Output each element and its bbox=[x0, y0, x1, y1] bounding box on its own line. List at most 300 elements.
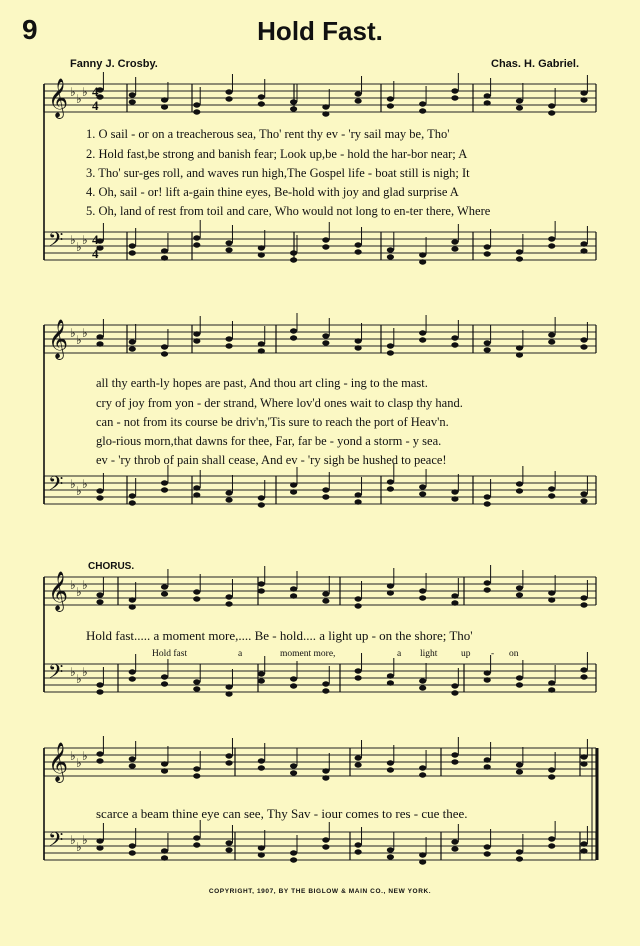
note-head bbox=[129, 763, 136, 768]
note-head bbox=[193, 835, 200, 840]
note-head bbox=[161, 674, 168, 679]
note-head bbox=[548, 486, 555, 491]
note-head bbox=[225, 594, 232, 599]
note-head bbox=[580, 754, 587, 759]
note-head bbox=[96, 845, 103, 850]
note-head bbox=[322, 244, 329, 249]
note-head bbox=[322, 837, 329, 842]
note-head bbox=[548, 339, 555, 344]
note-head bbox=[355, 492, 362, 497]
verse4-line2: glo-rious morn,that dawns for thee, Far, far be - yond a storm - y sea. bbox=[96, 434, 442, 448]
note-head bbox=[387, 350, 394, 355]
note-head bbox=[419, 484, 426, 489]
note-head bbox=[580, 241, 587, 246]
note-head bbox=[548, 774, 555, 779]
note-head bbox=[193, 242, 200, 247]
note-head bbox=[419, 678, 426, 683]
note-head bbox=[516, 769, 523, 774]
note-head bbox=[516, 585, 523, 590]
note-head bbox=[161, 344, 168, 349]
note-head bbox=[451, 489, 458, 494]
note-head bbox=[322, 487, 329, 492]
flat-sign: ♭ bbox=[76, 672, 82, 686]
note-head bbox=[96, 495, 103, 500]
note-head bbox=[516, 488, 523, 493]
note-head bbox=[322, 844, 329, 849]
note-head bbox=[129, 597, 136, 602]
note-head bbox=[419, 859, 426, 864]
note-head bbox=[516, 345, 523, 350]
note-head bbox=[419, 595, 426, 600]
note-head bbox=[290, 586, 297, 591]
note-head bbox=[387, 767, 394, 772]
flat-sign: ♭ bbox=[76, 840, 82, 854]
flat-sign: ♭ bbox=[82, 833, 88, 847]
note-head bbox=[193, 842, 200, 847]
note-head bbox=[580, 90, 587, 95]
note-head bbox=[193, 109, 200, 114]
flat-sign: ♭ bbox=[70, 477, 76, 491]
note-head bbox=[129, 850, 136, 855]
flat-sign: ♭ bbox=[76, 92, 82, 106]
note-head bbox=[161, 768, 168, 773]
treble-clef: 𝄞 bbox=[48, 742, 69, 782]
note-head bbox=[484, 501, 491, 506]
note-head bbox=[96, 758, 103, 763]
note-head bbox=[290, 676, 297, 681]
note-head bbox=[290, 335, 297, 340]
note-head bbox=[161, 584, 168, 589]
note-head bbox=[516, 675, 523, 680]
note-head bbox=[419, 330, 426, 335]
note-head bbox=[258, 588, 265, 593]
note-head bbox=[419, 765, 426, 770]
note-head bbox=[225, 760, 232, 765]
note-head bbox=[258, 581, 265, 586]
chorus-bass-echo-2: a bbox=[238, 649, 243, 659]
note-head bbox=[580, 97, 587, 102]
note-head bbox=[355, 91, 362, 96]
note-head bbox=[258, 348, 265, 353]
note-head bbox=[225, 343, 232, 348]
note-head bbox=[193, 485, 200, 490]
note-head bbox=[580, 841, 587, 846]
note-head bbox=[419, 252, 426, 257]
note-head bbox=[225, 684, 232, 689]
flat-sign: ♭ bbox=[70, 233, 76, 247]
note-head bbox=[96, 334, 103, 339]
note-head bbox=[548, 597, 555, 602]
note-head bbox=[516, 762, 523, 767]
verse2-line1: 2. Hold fast,be strong and banish fear; Look up,be - hold the har-bor near; A bbox=[86, 147, 468, 161]
note-head bbox=[548, 680, 555, 685]
note-head bbox=[96, 682, 103, 687]
note-head bbox=[484, 251, 491, 256]
note-head bbox=[387, 673, 394, 678]
note-head bbox=[548, 103, 555, 108]
note-head bbox=[161, 591, 168, 596]
note-head bbox=[387, 590, 394, 595]
note-head bbox=[387, 854, 394, 859]
note-head bbox=[419, 259, 426, 264]
note-head bbox=[484, 851, 491, 856]
note-head bbox=[451, 846, 458, 851]
note-head bbox=[451, 246, 458, 251]
note-head bbox=[451, 95, 458, 100]
note-head bbox=[580, 595, 587, 600]
bass-clef: 𝄢 bbox=[48, 660, 64, 688]
time-signature-lower: 4 bbox=[92, 246, 99, 261]
note-head bbox=[290, 770, 297, 775]
note-head bbox=[290, 106, 297, 111]
note-head bbox=[355, 338, 362, 343]
note-head bbox=[161, 248, 168, 253]
note-head bbox=[193, 686, 200, 691]
flat-sign: ♭ bbox=[82, 578, 88, 592]
note-head bbox=[225, 96, 232, 101]
note-head bbox=[129, 500, 136, 505]
note-head bbox=[96, 599, 103, 604]
note-head bbox=[161, 855, 168, 860]
note-head bbox=[516, 352, 523, 357]
verse5-line2: ev - 'ry throb of pain shall cease, And ev - 'ry sigh be hushed to peace! bbox=[96, 453, 447, 467]
note-head bbox=[161, 848, 168, 853]
note-head bbox=[322, 494, 329, 499]
note-head bbox=[96, 751, 103, 756]
note-head bbox=[258, 678, 265, 683]
note-head bbox=[516, 849, 523, 854]
note-head bbox=[451, 759, 458, 764]
note-head bbox=[258, 758, 265, 763]
note-head bbox=[193, 589, 200, 594]
flat-sign: ♭ bbox=[70, 85, 76, 99]
hymn-number: 9 bbox=[22, 14, 38, 45]
chorus-line2: scarce a beam thine eye can see, Thy Sav - iour comes to res - cue thee. bbox=[96, 806, 468, 821]
note-head bbox=[193, 338, 200, 343]
note-head bbox=[225, 89, 232, 94]
verse3-line1: 3. Tho' sur-ges roll, and waves run high,The Gospel life - boat still is nigh; It bbox=[86, 166, 470, 180]
note-head bbox=[96, 488, 103, 493]
note-head bbox=[548, 590, 555, 595]
note-head bbox=[322, 775, 329, 780]
note-head bbox=[225, 753, 232, 758]
note-head bbox=[225, 490, 232, 495]
note-head bbox=[193, 596, 200, 601]
note-head bbox=[387, 847, 394, 852]
note-head bbox=[419, 588, 426, 593]
treble-clef: 𝄞 bbox=[48, 78, 69, 118]
note-head bbox=[451, 839, 458, 844]
note-head bbox=[516, 105, 523, 110]
note-head bbox=[516, 592, 523, 597]
flat-sign: ♭ bbox=[70, 665, 76, 679]
note-head bbox=[161, 104, 168, 109]
note-head bbox=[419, 852, 426, 857]
note-head bbox=[548, 243, 555, 248]
verse4-line1: 4. Oh, sail - or! lift a-gain thine eyes, Be-hold with joy and glad surprise A bbox=[86, 185, 459, 199]
note-head bbox=[193, 492, 200, 497]
chorus-label: CHORUS. bbox=[88, 561, 135, 572]
note-head bbox=[516, 481, 523, 486]
note-head bbox=[193, 773, 200, 778]
verse1-line2: all thy earth-ly hopes are past, And thou art cling - ing to the mast. bbox=[96, 376, 428, 390]
note-head bbox=[484, 93, 491, 98]
hymn-title: Hold Fast. bbox=[257, 16, 383, 46]
flat-sign: ♭ bbox=[70, 326, 76, 340]
note-head bbox=[387, 760, 394, 765]
verse3-line2: can - not from its course be driv'n,'Tis sure to reach the port of Heav'n. bbox=[96, 415, 449, 429]
note-head bbox=[516, 856, 523, 861]
note-head bbox=[322, 598, 329, 603]
note-head bbox=[290, 857, 297, 862]
note-head bbox=[355, 596, 362, 601]
note-head bbox=[387, 96, 394, 101]
note-head bbox=[548, 843, 555, 848]
note-head bbox=[290, 683, 297, 688]
note-head bbox=[580, 848, 587, 853]
note-head bbox=[96, 689, 103, 694]
note-head bbox=[355, 499, 362, 504]
note-head bbox=[516, 682, 523, 687]
note-head bbox=[484, 757, 491, 762]
note-head bbox=[451, 88, 458, 93]
chorus-bass-echo-1: Hold fast bbox=[152, 649, 188, 659]
note-head bbox=[484, 494, 491, 499]
note-head bbox=[290, 257, 297, 262]
note-head bbox=[355, 668, 362, 673]
flat-sign: ♭ bbox=[82, 326, 88, 340]
note-head bbox=[484, 244, 491, 249]
note-head bbox=[387, 254, 394, 259]
note-head bbox=[225, 847, 232, 852]
chorus-bass-echo-7: - bbox=[491, 649, 495, 659]
note-head bbox=[193, 766, 200, 771]
note-head bbox=[290, 593, 297, 598]
note-head bbox=[290, 250, 297, 255]
note-head bbox=[419, 491, 426, 496]
note-head bbox=[580, 344, 587, 349]
verse5-line1: 5. Oh, land of rest from toil and care, Who would not long to en-ter there, Where bbox=[86, 204, 491, 218]
flat-sign: ♭ bbox=[76, 484, 82, 498]
time-signature-upper: 4 bbox=[92, 84, 99, 99]
note-head bbox=[129, 250, 136, 255]
note-head bbox=[387, 486, 394, 491]
flat-sign: ♭ bbox=[76, 333, 82, 347]
note-head bbox=[387, 583, 394, 588]
flat-sign: ♭ bbox=[76, 756, 82, 770]
note-head bbox=[387, 343, 394, 348]
note-head bbox=[225, 601, 232, 606]
copyright-notice: COPYRIGHT, 1907, BY THE BIGLOW & MAIN CO., NEW YORK. bbox=[208, 888, 432, 895]
note-head bbox=[355, 762, 362, 767]
note-head bbox=[129, 99, 136, 104]
note-head bbox=[161, 681, 168, 686]
note-head bbox=[548, 687, 555, 692]
note-head bbox=[161, 487, 168, 492]
flat-sign: ♭ bbox=[82, 85, 88, 99]
verse1-line1: 1. O sail - or on a treacherous sea, Tho' rent thy ev - 'ry sail may be, Tho' bbox=[86, 127, 450, 141]
note-head bbox=[484, 580, 491, 585]
note-head bbox=[484, 587, 491, 592]
note-head bbox=[580, 761, 587, 766]
note-head bbox=[161, 480, 168, 485]
note-head bbox=[322, 591, 329, 596]
note-head bbox=[548, 110, 555, 115]
note-head bbox=[355, 842, 362, 847]
chorus-bass-echo-5: light bbox=[420, 649, 438, 659]
note-head bbox=[161, 255, 168, 260]
note-head bbox=[580, 674, 587, 679]
note-head bbox=[193, 235, 200, 240]
note-head bbox=[580, 602, 587, 607]
note-head bbox=[258, 502, 265, 507]
note-head bbox=[548, 493, 555, 498]
note-head bbox=[451, 600, 458, 605]
note-head bbox=[322, 768, 329, 773]
flat-sign: ♭ bbox=[82, 477, 88, 491]
note-head bbox=[387, 680, 394, 685]
note-head bbox=[193, 679, 200, 684]
treble-clef: 𝄞 bbox=[48, 571, 69, 611]
note-head bbox=[419, 337, 426, 342]
bass-clef: 𝄢 bbox=[48, 472, 64, 500]
note-head bbox=[548, 332, 555, 337]
note-head bbox=[258, 245, 265, 250]
note-head bbox=[161, 761, 168, 766]
note-head bbox=[322, 340, 329, 345]
note-head bbox=[580, 491, 587, 496]
note-head bbox=[258, 845, 265, 850]
note-head bbox=[290, 99, 297, 104]
note-head bbox=[129, 756, 136, 761]
note-head bbox=[419, 108, 426, 113]
note-head bbox=[355, 242, 362, 247]
note-head bbox=[258, 341, 265, 346]
note-head bbox=[258, 252, 265, 257]
flat-sign: ♭ bbox=[70, 578, 76, 592]
note-head bbox=[290, 489, 297, 494]
note-head bbox=[96, 592, 103, 597]
note-head bbox=[96, 341, 103, 346]
note-head bbox=[355, 755, 362, 760]
treble-clef: 𝄞 bbox=[48, 319, 69, 359]
note-head bbox=[516, 249, 523, 254]
note-head bbox=[355, 849, 362, 854]
flat-sign: ♭ bbox=[76, 240, 82, 254]
note-head bbox=[548, 836, 555, 841]
note-head bbox=[451, 496, 458, 501]
note-head bbox=[258, 101, 265, 106]
note-head bbox=[290, 850, 297, 855]
note-head bbox=[129, 493, 136, 498]
note-head bbox=[451, 690, 458, 695]
note-head bbox=[129, 243, 136, 248]
note-head bbox=[484, 844, 491, 849]
flat-sign: ♭ bbox=[70, 749, 76, 763]
note-head bbox=[129, 92, 136, 97]
time-signature-upper: 4 bbox=[92, 232, 99, 247]
note-head bbox=[580, 498, 587, 503]
note-head bbox=[258, 852, 265, 857]
note-head bbox=[322, 681, 329, 686]
note-head bbox=[96, 838, 103, 843]
staff-lines bbox=[44, 84, 597, 860]
verse2-line2: cry of joy from yon - der strand, Where lov'd ones wait to clasp thy hand. bbox=[96, 396, 463, 410]
chorus-line1: Hold fast..... a moment more,.... Be - hold.... a light up - on the shore; Tho' bbox=[86, 628, 473, 643]
note-head bbox=[451, 752, 458, 757]
chorus-bass-echo-6: up bbox=[461, 649, 471, 659]
note-head bbox=[290, 328, 297, 333]
note-head bbox=[451, 342, 458, 347]
note-head bbox=[419, 685, 426, 690]
note-head bbox=[387, 247, 394, 252]
note-head bbox=[451, 335, 458, 340]
note-head bbox=[129, 669, 136, 674]
author-credit: Fanny J. Crosby. bbox=[70, 58, 158, 70]
time-signature-lower: 4 bbox=[92, 98, 99, 113]
note-head bbox=[548, 236, 555, 241]
flat-sign: ♭ bbox=[82, 749, 88, 763]
chorus-bass-echo-4: a bbox=[397, 649, 402, 659]
flat-sign: ♭ bbox=[82, 665, 88, 679]
note-head bbox=[290, 763, 297, 768]
note-head bbox=[225, 497, 232, 502]
note-head bbox=[580, 667, 587, 672]
note-head bbox=[516, 98, 523, 103]
note-head bbox=[322, 333, 329, 338]
note-head bbox=[225, 840, 232, 845]
note-head bbox=[225, 336, 232, 341]
flat-sign: ♭ bbox=[76, 585, 82, 599]
bass-clef: 𝄢 bbox=[48, 828, 64, 856]
note-head bbox=[451, 683, 458, 688]
note-head bbox=[322, 688, 329, 693]
note-head bbox=[129, 339, 136, 344]
note-head bbox=[355, 603, 362, 608]
note-head bbox=[258, 765, 265, 770]
note-head bbox=[580, 248, 587, 253]
flat-sign: ♭ bbox=[70, 833, 76, 847]
note-head bbox=[193, 331, 200, 336]
note-head bbox=[161, 97, 168, 102]
note-head bbox=[419, 101, 426, 106]
note-head bbox=[419, 772, 426, 777]
note-head bbox=[387, 479, 394, 484]
note-head bbox=[258, 495, 265, 500]
note-head bbox=[129, 346, 136, 351]
note-head bbox=[225, 240, 232, 245]
note-head bbox=[516, 256, 523, 261]
composer-credit: Chas. H. Gabriel. bbox=[491, 58, 580, 70]
note-head bbox=[322, 111, 329, 116]
note-head bbox=[580, 337, 587, 342]
note-head bbox=[451, 239, 458, 244]
note-head bbox=[355, 98, 362, 103]
flat-sign: ♭ bbox=[82, 233, 88, 247]
note-head bbox=[484, 670, 491, 675]
bass-clef: 𝄢 bbox=[48, 228, 64, 256]
note-head bbox=[322, 237, 329, 242]
note-head bbox=[322, 104, 329, 109]
note-head bbox=[484, 100, 491, 105]
note-head bbox=[387, 103, 394, 108]
note-head bbox=[129, 604, 136, 609]
note-head bbox=[129, 676, 136, 681]
note-head bbox=[225, 247, 232, 252]
note-head bbox=[484, 347, 491, 352]
note-head bbox=[484, 764, 491, 769]
chorus-bass-echo-3: moment more, bbox=[280, 649, 336, 659]
